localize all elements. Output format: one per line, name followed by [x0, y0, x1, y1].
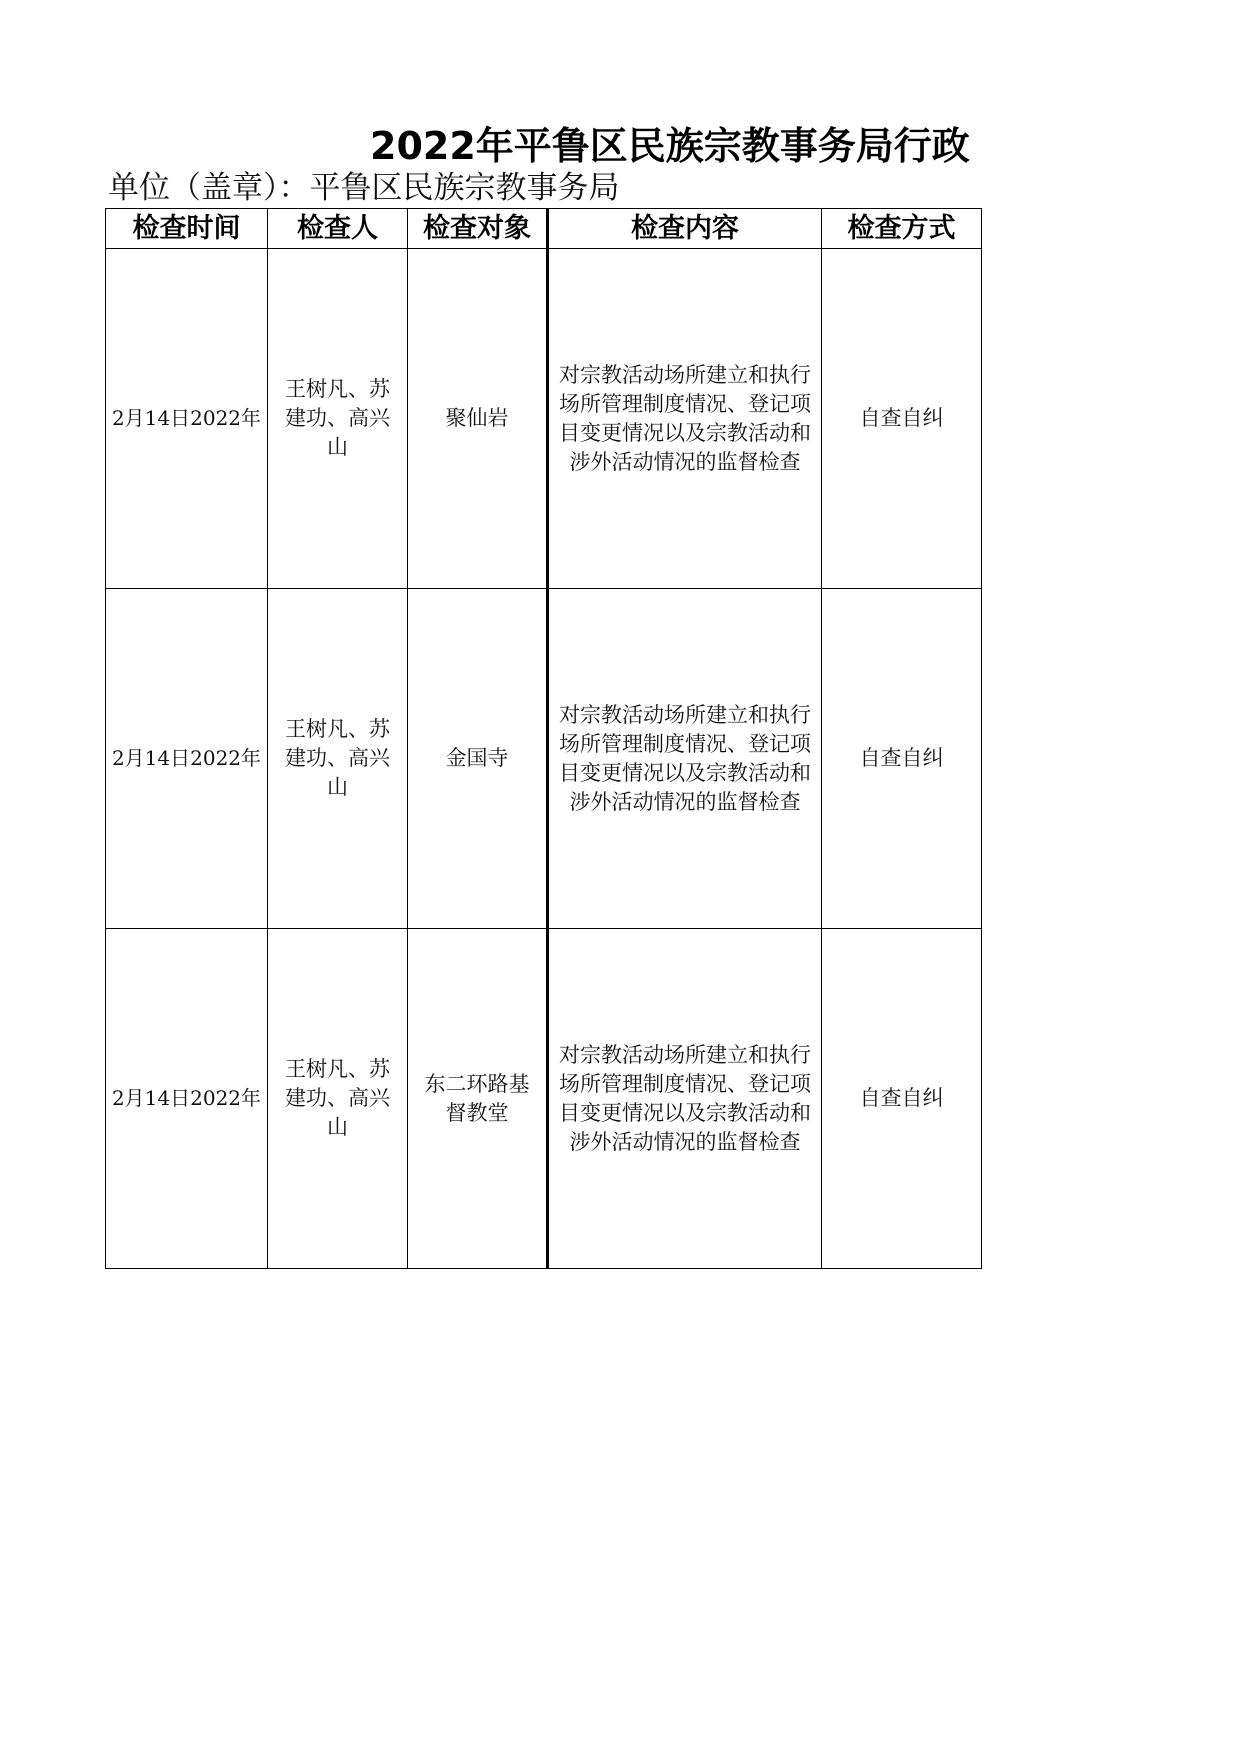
- cell-content: 对宗教活动场所建立和执行场所管理制度情况、登记项目变更情况以及宗教活动和涉外活动情况的监督检查: [548, 589, 822, 929]
- cell-date: 2月14日2022年: [106, 249, 268, 589]
- cell-target: 金国寺: [408, 589, 548, 929]
- header-inspection-time: 检查时间: [106, 209, 268, 249]
- inspection-table: [105, 208, 982, 1269]
- header-inspection-method: 检查方式: [822, 209, 982, 249]
- table-header-row: [106, 209, 982, 249]
- cell-content: 对宗教活动场所建立和执行场所管理制度情况、登记项目变更情况以及宗教活动和涉外活动情况的监督检查: [548, 249, 822, 589]
- cell-method: 自查自纠: [822, 249, 982, 589]
- table-row: [106, 929, 982, 1269]
- cell-target: 东二环路基督教堂: [408, 929, 548, 1269]
- document-title: 2022年平鲁区民族宗教事务局行政: [370, 124, 970, 168]
- cell-method: 自查自纠: [822, 929, 982, 1269]
- table-row: [106, 249, 982, 589]
- cell-inspectors: 王树凡、苏建功、高兴山: [268, 929, 408, 1269]
- cell-date: 2月14日2022年: [106, 929, 268, 1269]
- header-inspection-target: 检查对象: [408, 209, 548, 249]
- cell-inspectors: 王树凡、苏建功、高兴山: [268, 249, 408, 589]
- unit-line: 单位（盖章）：平鲁区民族宗教事务局: [108, 170, 620, 206]
- header-inspector: 检查人: [268, 209, 408, 249]
- header-inspection-content: 检查内容: [548, 209, 822, 249]
- cell-content: 对宗教活动场所建立和执行场所管理制度情况、登记项目变更情况以及宗教活动和涉外活动情况的监督检查: [548, 929, 822, 1269]
- cell-target: 聚仙岩: [408, 249, 548, 589]
- cell-inspectors: 王树凡、苏建功、高兴山: [268, 589, 408, 929]
- cell-method: 自查自纠: [822, 589, 982, 929]
- table-row: [106, 589, 982, 929]
- cell-date: 2月14日2022年: [106, 589, 268, 929]
